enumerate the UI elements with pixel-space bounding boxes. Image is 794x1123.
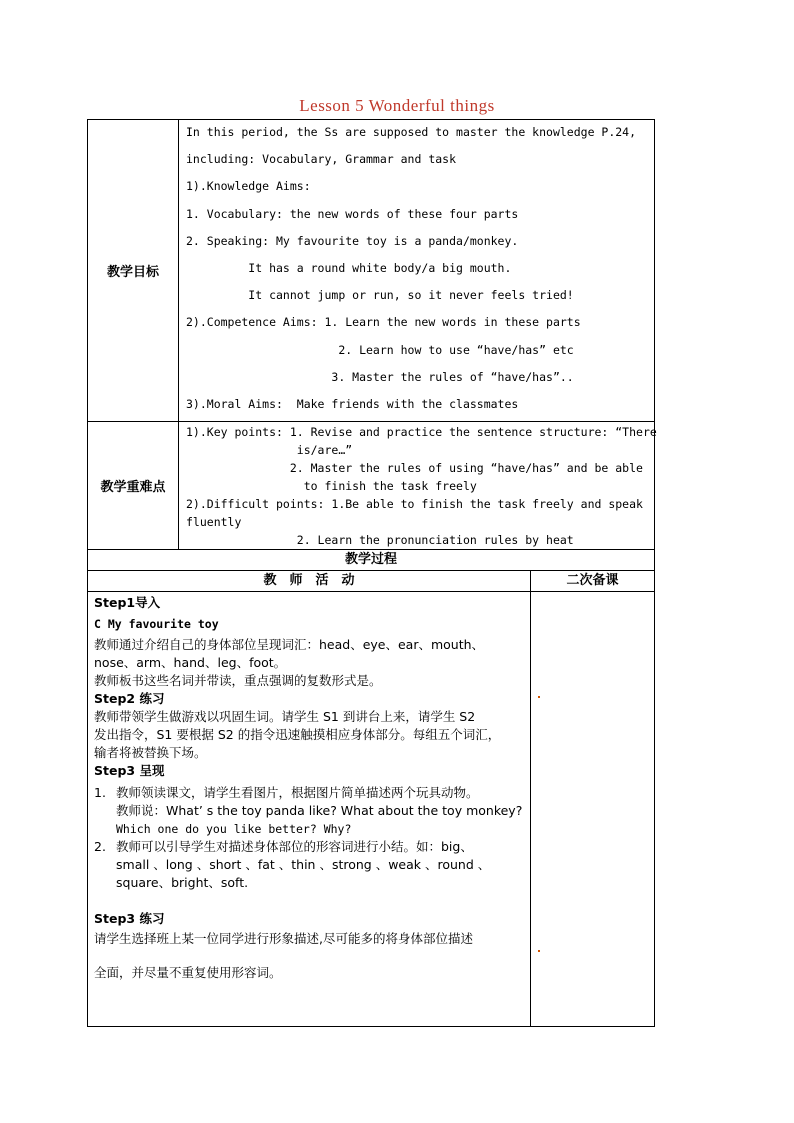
process-header: 教学过程 [88, 550, 655, 571]
key-points-line: 2).Difficult points: 1.Be able to finish the task freely and speak [186, 497, 643, 512]
goals-content [179, 120, 655, 422]
text-line: 发出指令，S1 要根据 S2 的指令迅速触摸相应身体部分。每组五个词汇， [94, 727, 501, 743]
process-body-row [88, 592, 655, 1027]
text-line: nose、arm、hand、leg、foot。 [94, 655, 287, 671]
key-points-line: fluently [186, 515, 242, 530]
text-line: 教师带领学生做游戏以巩固生词。请学生 S1 到讲台上来，请学生 S2 [94, 709, 476, 725]
step1-title: Step1导入 [94, 595, 161, 611]
text-line: 教师领读课文，请学生看图片，根据图片简单描述两个玩具动物。 [116, 785, 479, 801]
teacher-activity-header: 教 师 活 动 [88, 571, 531, 592]
step3-title: Step3 呈现 [94, 763, 165, 779]
key-points-label: 教学重难点 [88, 422, 179, 550]
key-points-row [88, 422, 655, 550]
list-number: 2. [94, 839, 106, 855]
key-points-content [179, 422, 655, 550]
list-content [116, 838, 524, 892]
step2-title: Step2 练习 [94, 691, 165, 707]
text-line: 输者将被替换下场。 [94, 745, 207, 761]
goals-line: 2. Learn how to use “have/has” etc [186, 342, 574, 357]
goals-line: 2. Speaking: My favourite toy is a panda/monkey. [186, 233, 519, 248]
text-line: small 、long 、short 、fat 、thin 、strong 、weak 、round 、 [116, 857, 491, 873]
step2-paragraph [94, 708, 524, 762]
goals-line: It has a round white body/a big mouth. [186, 260, 512, 275]
list-content [116, 784, 524, 838]
list-item [94, 784, 524, 838]
key-points-line: to finish the task freely [186, 479, 477, 494]
goals-line: 2).Competence Aims: 1. Learn the new words in these parts [186, 315, 581, 330]
goals-line: It cannot jump or run, so it never feels tried! [186, 288, 574, 303]
step3-practice-line-1: 请学生选择班上某一位同学进行形象描述,尽可能多的将身体部位描述 [94, 931, 473, 947]
key-points-line: 1).Key points: 1. Revise and practice the sentence structure: “There [186, 425, 657, 440]
step1-paragraph-1 [94, 636, 524, 672]
text-line: 教师通过介绍自己的身体部位呈现词汇：head、eye、ear、mouth、 [94, 637, 485, 653]
goals-line: In this period, the Ss are supposed to master the knowledge P.24, [186, 125, 637, 139]
text-line: square、bright、soft. [116, 875, 249, 891]
list-item [94, 838, 524, 892]
goals-row [88, 120, 655, 422]
step1-subtitle: C My favourite toy [94, 617, 219, 632]
column-header-row [88, 571, 655, 592]
document-title: Lesson 5 Wonderful things [299, 96, 495, 115]
text-line: 教师可以引导学生对描述身体部位的形容词进行小结。如：big、 [116, 839, 473, 855]
goals-label: 教学目标 [88, 120, 179, 422]
process-header-row [88, 550, 655, 571]
lesson-plan-table [87, 119, 655, 1027]
second-prep-header: 二次备课 [531, 571, 655, 592]
goals-line: 3. Master the rules of “have/has”.. [186, 369, 574, 384]
text-line: 教师说：What’ s the toy panda like? What about the toy monkey? [116, 803, 523, 819]
stray-mark [538, 950, 540, 952]
second-prep-content [531, 592, 655, 1027]
step1-paragraph-2: 教师板书这些名词并带读，重点强调的复数形式是。 [94, 673, 382, 689]
step3-practice-title: Step3 练习 [94, 911, 165, 927]
step3-practice-line-2: 全面，并尽量不重复使用形容词。 [94, 965, 282, 981]
goals-line: 3).Moral Aims: Make friends with the classmates [186, 396, 519, 411]
goals-line: 1. Vocabulary: the new words of these four parts [186, 206, 519, 221]
text-line: Which one do you like better? Why? [116, 822, 352, 837]
key-points-line: 2. Learn the pronunciation rules by heat [186, 533, 574, 548]
stray-mark [538, 696, 540, 698]
list-number: 1. [94, 785, 106, 801]
teacher-activity-content [88, 592, 531, 1027]
key-points-line: 2. Master the rules of using “have/has” and be able [186, 461, 643, 476]
goals-line: 1).Knowledge Aims: [186, 179, 311, 194]
goals-line: including: Vocabulary, Grammar and task [186, 152, 457, 167]
key-points-line: is/are…” [186, 443, 353, 458]
